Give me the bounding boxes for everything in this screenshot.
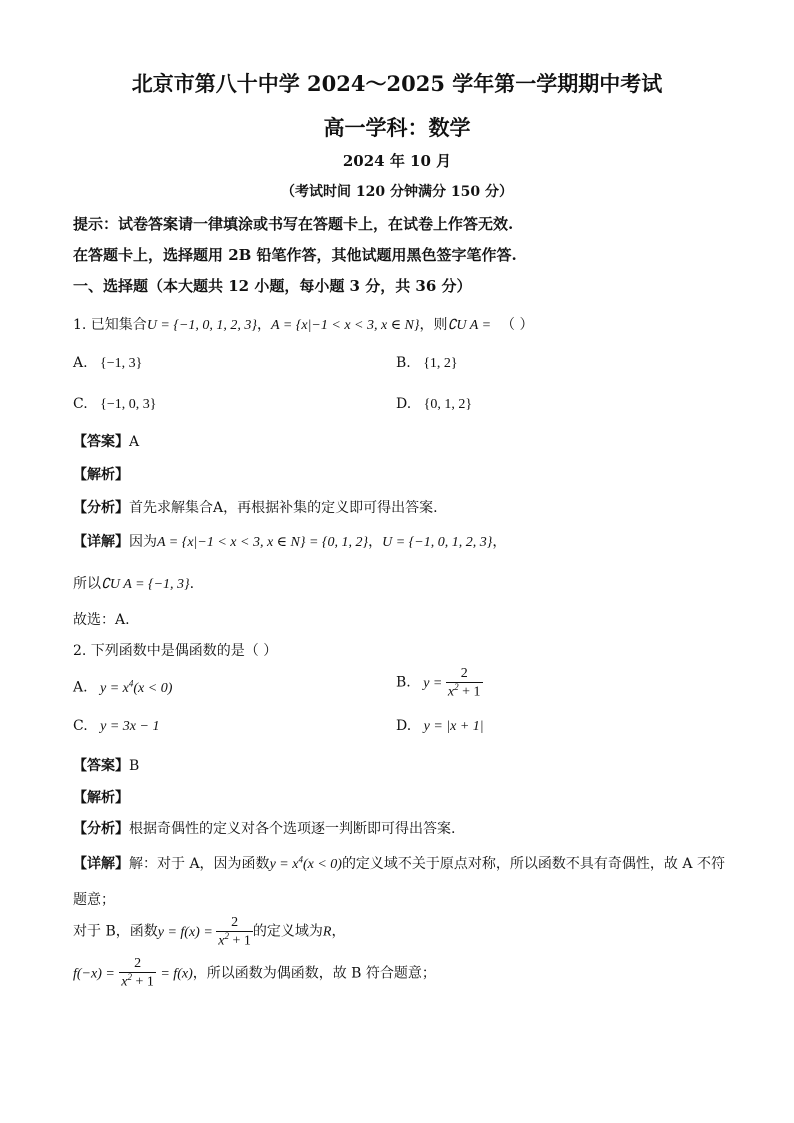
xj-a2: 的定义域不关于原点对称，所以函数不具有奇偶性，故 A 不符 bbox=[341, 856, 725, 872]
xj-c-den bbox=[119, 972, 156, 990]
q1-blank: （ ） bbox=[501, 317, 534, 333]
option-value: y = |x + 1| bbox=[423, 719, 484, 734]
xj-b-num: 2 bbox=[231, 915, 239, 930]
opt-b-den-rest: + 1 bbox=[458, 684, 481, 700]
q1-then: ，则 bbox=[419, 317, 448, 333]
q1-option-c bbox=[73, 396, 156, 413]
opt-b-num: 2 bbox=[460, 666, 468, 681]
xj-c-num: 2 bbox=[134, 956, 142, 971]
answer-tag: 【答案】 bbox=[73, 434, 129, 450]
option-label: B. bbox=[396, 355, 411, 371]
notice-line-2: 在答题卡上，选择题用 2B 铅笔作答，其他试题用黑色签字笔作答. bbox=[73, 246, 517, 264]
xj-b1: 对于 B，函数 bbox=[73, 923, 158, 940]
xj-b-fraction bbox=[216, 916, 253, 949]
opt-b-y: y = bbox=[423, 675, 443, 691]
xj-c-den-base: x bbox=[121, 974, 128, 990]
xiangjie-tag: 【详解】 bbox=[73, 534, 129, 550]
option-value bbox=[100, 678, 173, 696]
xj-b3: ， bbox=[331, 923, 346, 940]
answer-value: A bbox=[129, 434, 140, 450]
option-label: B. bbox=[396, 674, 411, 691]
option-label: C. bbox=[73, 396, 88, 412]
q2-option-a bbox=[73, 678, 172, 697]
xiangjie-prefix: 因为 bbox=[129, 534, 157, 550]
result-prefix: 所以 bbox=[73, 576, 101, 592]
xj-b-den bbox=[216, 931, 253, 949]
q1-complement: ∁U A = bbox=[447, 318, 492, 333]
opt-b-den-base: x bbox=[447, 684, 455, 700]
fenxi-tag: 【分析】 bbox=[73, 821, 129, 837]
exam-title: 北京市第八十中学 2024～2025 学年第一学期期中考试 bbox=[131, 71, 663, 96]
q1-option-b bbox=[396, 355, 458, 372]
option-label: A. bbox=[73, 355, 88, 371]
xj-c-end: ，所以函数为偶函数，故 B 符合题意； bbox=[192, 965, 436, 982]
q2-xiangjie-line-3 bbox=[73, 916, 345, 949]
xj-c-f: f(−x) = bbox=[73, 966, 115, 982]
xj-c-fraction bbox=[119, 957, 156, 990]
option-value: {−1, 0, 3} bbox=[100, 397, 157, 412]
xiangjie-sep: ， bbox=[368, 534, 383, 550]
exam-date: 2024 年 10 月 bbox=[342, 152, 452, 170]
q2-option-c bbox=[73, 718, 159, 735]
q2-option-d bbox=[396, 718, 484, 735]
answer-tag: 【答案】 bbox=[73, 758, 129, 774]
xj-b-r: R bbox=[322, 924, 332, 940]
q1-fenxi bbox=[73, 497, 438, 517]
option-value: {0, 1, 2} bbox=[423, 397, 473, 412]
fenxi-text: 首先求解集合A，再根据补集的定义即可得出答案. bbox=[129, 500, 438, 516]
exam-subtitle: 高一学科：数学 bbox=[323, 115, 471, 140]
notice-line-1: 提示：试卷答案请一律填涂或书写在答题卡上，在试卷上作答无效. bbox=[73, 215, 514, 233]
option-label: D. bbox=[396, 718, 412, 734]
q2-option-b bbox=[396, 667, 483, 700]
q1-prefix: 1. 已知集合 bbox=[73, 317, 147, 333]
q1-option-a bbox=[73, 355, 142, 372]
fenxi-tag: 【分析】 bbox=[73, 500, 129, 516]
xiangjie-tag: 【详解】 bbox=[73, 856, 129, 872]
option-label: D. bbox=[396, 396, 412, 412]
q2-xiangjie-line-2: 题意； bbox=[73, 892, 115, 908]
q1-analysis-tag: 【解析】 bbox=[73, 467, 129, 483]
xj-a-rest: (x < 0) bbox=[302, 857, 342, 872]
option-value: y = 3x − 1 bbox=[100, 719, 160, 734]
option-value: {1, 2} bbox=[423, 356, 458, 371]
xiangjie-math-1: A = {x|−1 < x < 3, x ∈ N} = {0, 1, 2} bbox=[157, 535, 369, 550]
xj-a-math bbox=[269, 854, 342, 872]
q1-comma: ， bbox=[257, 317, 272, 333]
opt-b-fraction bbox=[446, 667, 483, 700]
exam-time-info: （考试时间 120 分钟满分 150 分） bbox=[281, 184, 513, 200]
q2-xiangjie-line-4 bbox=[73, 957, 436, 990]
q1-choice: 故选：A. bbox=[73, 612, 130, 628]
xiangjie-math-2: U = {−1, 0, 1, 2, 3} bbox=[382, 535, 493, 550]
fenxi-text: 根据奇偶性的定义对各个选项逐一判断即可得出答案. bbox=[129, 821, 456, 837]
xj-a1: 解：对于 A，因为函数 bbox=[129, 856, 270, 872]
opt-a-rest: (x < 0) bbox=[133, 680, 173, 696]
q1-set-u: U = {−1, 0, 1, 2, 3} bbox=[146, 318, 258, 333]
question-1 bbox=[73, 314, 533, 334]
xj-b-den-base: x bbox=[218, 933, 225, 949]
xj-a-exp: 4 bbox=[298, 854, 303, 865]
q1-xiangjie bbox=[73, 531, 506, 551]
xj-a-y: y = x bbox=[269, 857, 299, 872]
xj-b-den-rest: + 1 bbox=[229, 933, 251, 949]
q2-analysis-tag: 【解析】 bbox=[73, 790, 129, 806]
option-label: A. bbox=[73, 679, 88, 696]
q2-fenxi bbox=[73, 818, 455, 838]
result-period: . bbox=[189, 576, 195, 592]
q2-xiangjie-line-1 bbox=[73, 853, 725, 873]
option-value bbox=[423, 666, 482, 700]
xj-c-den-rest: + 1 bbox=[132, 974, 154, 990]
xj-c-eq: = f(x) bbox=[160, 966, 193, 982]
section-heading-choice: 一、选择题（本大题共 12 小题，每小题 3 分，共 36 分） bbox=[73, 277, 472, 295]
option-label: C. bbox=[73, 718, 88, 734]
question-2: 2. 下列函数中是偶函数的是（ ） bbox=[73, 643, 278, 659]
q1-answer bbox=[73, 431, 139, 451]
xj-b-math bbox=[157, 915, 253, 949]
xj-b-den-exp: 2 bbox=[224, 930, 230, 941]
xj-b2: 的定义域为 bbox=[252, 923, 323, 940]
q1-result bbox=[73, 573, 194, 593]
opt-a-y: y = x bbox=[100, 680, 129, 696]
q1-set-a: A = {x|−1 < x < 3, x ∈ N} bbox=[271, 318, 420, 333]
xiangjie-end: ， bbox=[492, 534, 507, 550]
option-value: {−1, 3} bbox=[100, 356, 143, 371]
answer-value: B bbox=[129, 758, 140, 774]
opt-a-exp: 4 bbox=[128, 678, 134, 688]
q1-option-d bbox=[396, 396, 472, 413]
opt-b-den bbox=[446, 682, 483, 700]
xj-c-den-exp: 2 bbox=[127, 971, 132, 982]
xj-b-y: y = f(x) = bbox=[157, 924, 213, 940]
opt-b-den-exp: 2 bbox=[454, 681, 459, 692]
q2-answer bbox=[73, 755, 139, 775]
result-math: ∁U A = {−1, 3} bbox=[101, 577, 190, 592]
